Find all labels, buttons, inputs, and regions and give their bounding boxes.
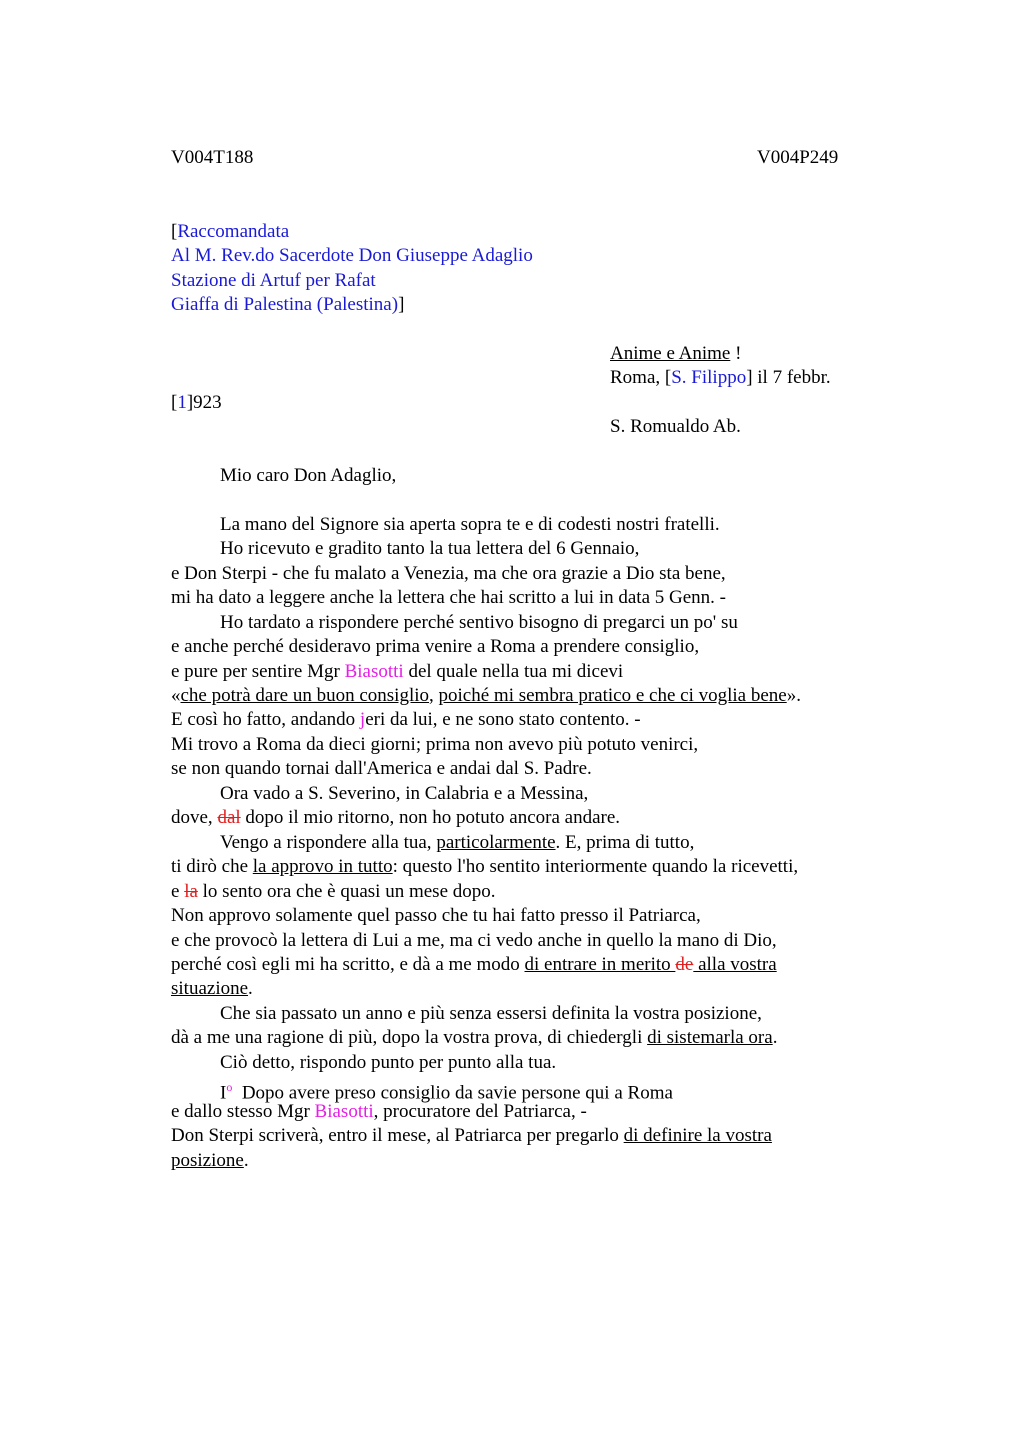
body-line: situazione. <box>171 978 253 999</box>
address-line-4: Giaffa di Palestina (Palestina)] <box>171 294 405 315</box>
body-line: «che potrà dare un buon consiglio, poiché mi sembra pratico e che ci voglia bene». <box>171 685 801 706</box>
body-line: mi ha dato a leggere anche la lettera che hai scritto a lui in data 5 Genn. - <box>171 587 726 608</box>
body-line: Vengo a rispondere alla tua, particolarmente. E, prima di tutto, <box>220 832 695 853</box>
person-name: Biasotti <box>314 1101 374 1122</box>
body-line: Mi trovo a Roma da dieci giorni; prima non avevo più potuto venirci, <box>171 734 699 755</box>
date-year: [1]923 <box>171 392 222 413</box>
person-name: Biasotti <box>344 661 404 682</box>
body-line: E così ho fatto, andando jeri da lui, e ne sono stato contento. - <box>171 709 641 730</box>
body-line: dà a me una ragione di più, dopo la vostra prova, di chiedergli di sistemarla ora. <box>171 1027 778 1048</box>
body-line: perché così egli mi ha scritto, e dà a me modo di entrare in merito de alla vostra <box>171 954 777 975</box>
body-line: $I^o$ Dopo avere preso consiglio da savie persone qui a Roma <box>220 1080 673 1104</box>
struck-word: dal <box>217 807 241 828</box>
header-right-code: V004P249 <box>757 147 839 168</box>
body-line: Che sia passato un anno e più senza essersi definita la vostra posizione, <box>220 1003 762 1024</box>
body-line: e la lo sento ora che è quasi un mese dopo. <box>171 881 496 902</box>
body-line: Don Sterpi scriverà, entro il mese, al Patriarca per pregarlo di definire la vostra <box>171 1125 772 1146</box>
body-line: e pure per sentire Mgr Biasotti del quale nella tua mi dicevi <box>171 661 624 682</box>
body-line: Ho ricevuto e gradito tanto la tua lettera del 6 Gennaio, <box>220 538 640 559</box>
body-line: e dallo stesso Mgr Biasotti, procuratore del Patriarca, - <box>171 1101 587 1122</box>
salutation: Mio caro Don Adaglio, <box>220 465 397 486</box>
body-line: Non approvo solamente quel passo che tu hai fatto presso il Patriarca, <box>171 905 701 926</box>
body-line: e che provocò la lettera di Lui a me, ma ci vedo anche in quello la mano di Dio, <box>171 930 777 951</box>
address-line-2: Al M. Rev.do Sacerdote Don Giuseppe Adaglio <box>171 245 533 266</box>
motto: Anime e Anime ! <box>610 343 742 364</box>
body-line: ti dirò che la approvo in tutto: questo l'ho sentito interiormente quando la ricevetti, <box>171 856 799 877</box>
body-line: e anche perché desideravo prima venire a Roma a prendere consiglio, <box>171 636 700 657</box>
struck-word: la <box>184 881 198 902</box>
body-line: Ciò detto, rispondo punto per punto alla tua. <box>220 1052 557 1073</box>
header-left-code: V004T188 <box>171 147 254 168</box>
address-line-3: Stazione di Artuf per Rafat <box>171 270 376 291</box>
date-place: Roma, [S. Filippo] il 7 febbr. <box>610 367 831 388</box>
body-line: se non quando tornai dall'America e andai dal S. Padre. <box>171 758 592 779</box>
body-line: Ora vado a S. Severino, in Calabria e a Messina, <box>220 783 589 804</box>
saint-day: S. Romualdo Ab. <box>610 416 741 437</box>
struck-word: de <box>675 954 694 975</box>
body-line: La mano del Signore sia aperta sopra te e di codesti nostri fratelli. <box>220 514 720 535</box>
body-line: posizione. <box>171 1150 249 1171</box>
body-line: dove, dal dopo il mio ritorno, non ho potuto ancora andare. <box>171 807 621 828</box>
address-line-1: [Raccomandata <box>171 221 290 242</box>
body-line: Ho tardato a rispondere perché sentivo bisogno di pregarci un po' su <box>220 612 738 633</box>
body-line: e Don Sterpi - che fu malato a Venezia, ma che ora grazie a Dio sta bene, <box>171 563 726 584</box>
